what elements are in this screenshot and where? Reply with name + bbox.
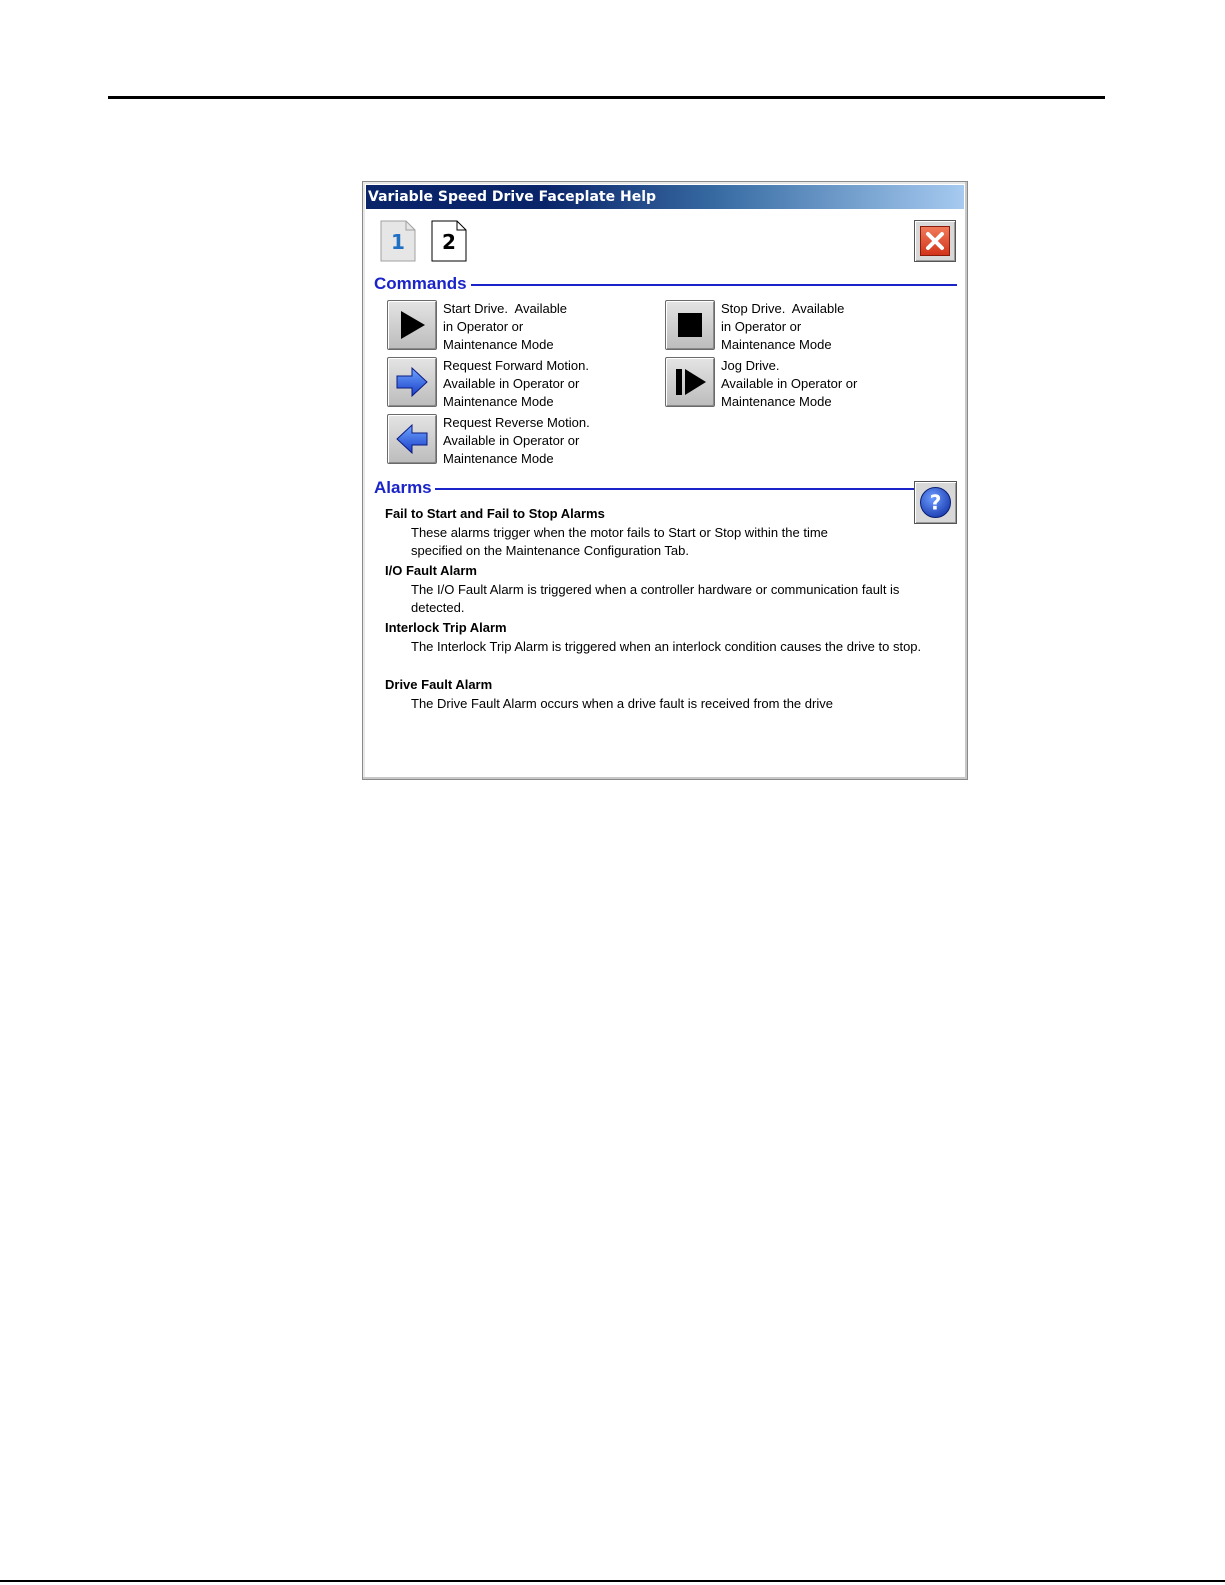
page-1-label: 1	[391, 230, 405, 254]
help-button[interactable]	[914, 481, 957, 524]
alarm-title-io-fault: I/O Fault Alarm	[385, 563, 477, 578]
svg-text:?: ?	[929, 490, 942, 515]
alarm-title-interlock-trip: Interlock Trip Alarm	[385, 620, 507, 635]
arrow-left-icon	[388, 415, 436, 463]
jog-drive-text: Jog Drive. Available in Operator or Maintenance Mode	[721, 358, 858, 409]
alarms-divider	[435, 488, 914, 490]
alarm-desc-interlock-trip: The Interlock Trip Alarm is triggered when an interlock condition causes the drive to stop.	[411, 639, 922, 654]
start-drive-text: Start Drive. Available in Operator or Maintenance Mode	[443, 301, 568, 352]
alarm-title-drive-fault: Drive Fault Alarm	[385, 677, 493, 692]
alarms-heading: Alarms	[374, 478, 432, 497]
start-drive-button[interactable]	[387, 300, 437, 350]
commands-divider	[471, 284, 957, 286]
top-rule	[108, 96, 1105, 99]
page-2-tab[interactable]	[431, 220, 467, 262]
reverse-button[interactable]	[387, 414, 437, 464]
jog-drive-button[interactable]	[665, 357, 715, 407]
page-2-label: 2	[442, 230, 456, 254]
forward-button[interactable]	[387, 357, 437, 407]
close-icon	[920, 226, 950, 256]
alarm-desc-fail-to-start: These alarms trigger when the motor fails to Start or Stop within the time specified on the Maintenance Configuration Tab.	[411, 525, 828, 558]
commands-heading: Commands	[374, 274, 467, 293]
alarm-desc-drive-fault: The Drive Fault Alarm occurs when a drive fault is received from the drive	[411, 696, 833, 711]
alarm-desc-io-fault: The I/O Fault Alarm is triggered when a controller hardware or communication fault is detected.	[411, 582, 900, 615]
forward-text: Request Forward Motion. Available in Operator or Maintenance Mode	[443, 358, 589, 409]
arrow-right-icon	[388, 358, 436, 406]
stop-icon	[666, 301, 714, 349]
page-1-tab[interactable]	[380, 220, 416, 262]
help-window	[362, 181, 968, 780]
jog-icon	[666, 358, 714, 406]
help-icon	[915, 482, 956, 523]
reverse-text: Request Reverse Motion. Available in Operator or Maintenance Mode	[443, 415, 590, 466]
play-icon	[388, 301, 436, 349]
close-button[interactable]	[914, 220, 956, 262]
window-title: Variable Speed Drive Faceplate Help	[366, 185, 964, 209]
bottom-rule	[0, 1580, 1225, 1582]
stop-drive-button[interactable]	[665, 300, 715, 350]
stop-drive-text: Stop Drive. Available in Operator or Maintenance Mode	[721, 301, 845, 352]
alarm-title-fail-to-start: Fail to Start and Fail to Stop Alarms	[385, 506, 605, 521]
